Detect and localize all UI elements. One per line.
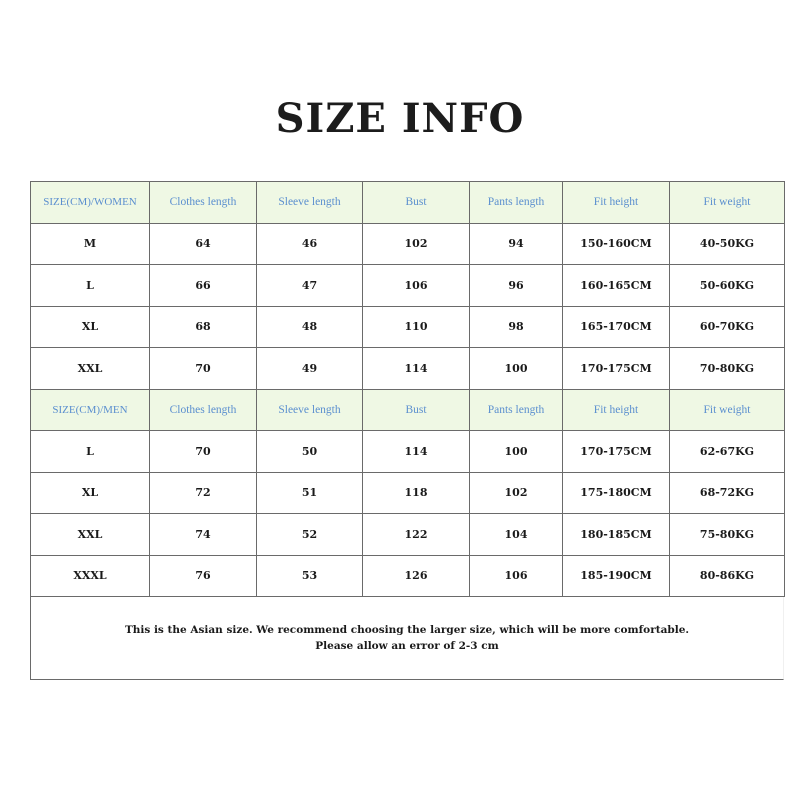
table-cell: 72 (150, 472, 257, 514)
table-cell: 114 (363, 431, 470, 473)
table-cell: 75-80KG (670, 514, 785, 556)
table-cell: 170-175CM (563, 348, 670, 390)
table-cell: 165-170CM (563, 306, 670, 348)
table-cell: 80-86KG (670, 555, 785, 597)
table-cell: 100 (470, 348, 563, 390)
table-cell: 102 (470, 472, 563, 514)
table-cell: 76 (150, 555, 257, 597)
header-cell: Bust (363, 182, 470, 224)
table-cell: 52 (257, 514, 363, 556)
table-cell: 40-50KG (670, 223, 785, 265)
table-cell: 60-70KG (670, 306, 785, 348)
table-row (31, 306, 785, 348)
header-cell: SIZE(CM)/WOMEN (31, 182, 150, 224)
page-title: SIZE INFO (275, 95, 525, 142)
table-cell: 70-80KG (670, 348, 785, 390)
header-cell: Fit weight (670, 182, 785, 224)
note-line-asian-size: This is the Asian size. We recommend choosing the larger size, which will be more comfortable. (124, 624, 690, 636)
men-header-row (31, 389, 785, 431)
table-cell: 185-190CM (563, 555, 670, 597)
table-cell: 47 (257, 265, 363, 307)
header-cell: Pants length (470, 182, 563, 224)
size-cell: L (31, 265, 150, 307)
table-row (31, 265, 785, 307)
table-cell: 150-160CM (563, 223, 670, 265)
header-cell: Sleeve length (257, 389, 363, 431)
size-cell: L (31, 431, 150, 473)
table-cell: 102 (363, 223, 470, 265)
table-cell: 68-72KG (670, 472, 785, 514)
header-cell: Pants length (470, 389, 563, 431)
table-cell: 118 (363, 472, 470, 514)
table-cell: 46 (257, 223, 363, 265)
table-cell: 94 (470, 223, 563, 265)
size-cell: XXXL (31, 555, 150, 597)
header-cell: Sleeve length (257, 182, 363, 224)
table-cell: 68 (150, 306, 257, 348)
header-cell: Fit height (563, 182, 670, 224)
table-cell: 170-175CM (563, 431, 670, 473)
table-cell: 74 (150, 514, 257, 556)
women-header-row (31, 182, 785, 224)
table-cell: 53 (257, 555, 363, 597)
table-cell: 110 (363, 306, 470, 348)
table-cell: 66 (150, 265, 257, 307)
size-cell: XL (31, 472, 150, 514)
table-cell: 104 (470, 514, 563, 556)
table-cell: 50 (257, 431, 363, 473)
table-cell: 49 (257, 348, 363, 390)
header-cell: Clothes length (150, 389, 257, 431)
table-cell: 126 (363, 555, 470, 597)
table-cell: 180-185CM (563, 514, 670, 556)
table-cell: 64 (150, 223, 257, 265)
table-row (31, 431, 785, 473)
table-row (31, 514, 785, 556)
table-cell: 114 (363, 348, 470, 390)
header-cell: Fit weight (670, 389, 785, 431)
header-cell: Bust (363, 389, 470, 431)
note-line-error: Please allow an error of 2-3 cm (315, 640, 499, 652)
table-cell: 100 (470, 431, 563, 473)
table-cell: 98 (470, 306, 563, 348)
table-cell: 51 (257, 472, 363, 514)
table-cell: 160-165CM (563, 265, 670, 307)
table-row (31, 555, 785, 597)
size-cell: M (31, 223, 150, 265)
header-cell: Clothes length (150, 182, 257, 224)
table-cell: 96 (470, 265, 563, 307)
header-cell: Fit height (563, 389, 670, 431)
table-cell: 70 (150, 348, 257, 390)
size-chart-table (30, 181, 785, 597)
table-row (31, 223, 785, 265)
table-cell: 106 (470, 555, 563, 597)
table-row (31, 348, 785, 390)
table-cell: 70 (150, 431, 257, 473)
size-cell: XXL (31, 348, 150, 390)
table-cell: 50-60KG (670, 265, 785, 307)
size-note (30, 597, 784, 680)
table-cell: 122 (363, 514, 470, 556)
size-cell: XXL (31, 514, 150, 556)
table-cell: 106 (363, 265, 470, 307)
header-cell: SIZE(CM)/MEN (31, 389, 150, 431)
table-row (31, 472, 785, 514)
table-cell: 48 (257, 306, 363, 348)
table-cell: 62-67KG (670, 431, 785, 473)
table-cell: 175-180CM (563, 472, 670, 514)
size-cell: XL (31, 306, 150, 348)
